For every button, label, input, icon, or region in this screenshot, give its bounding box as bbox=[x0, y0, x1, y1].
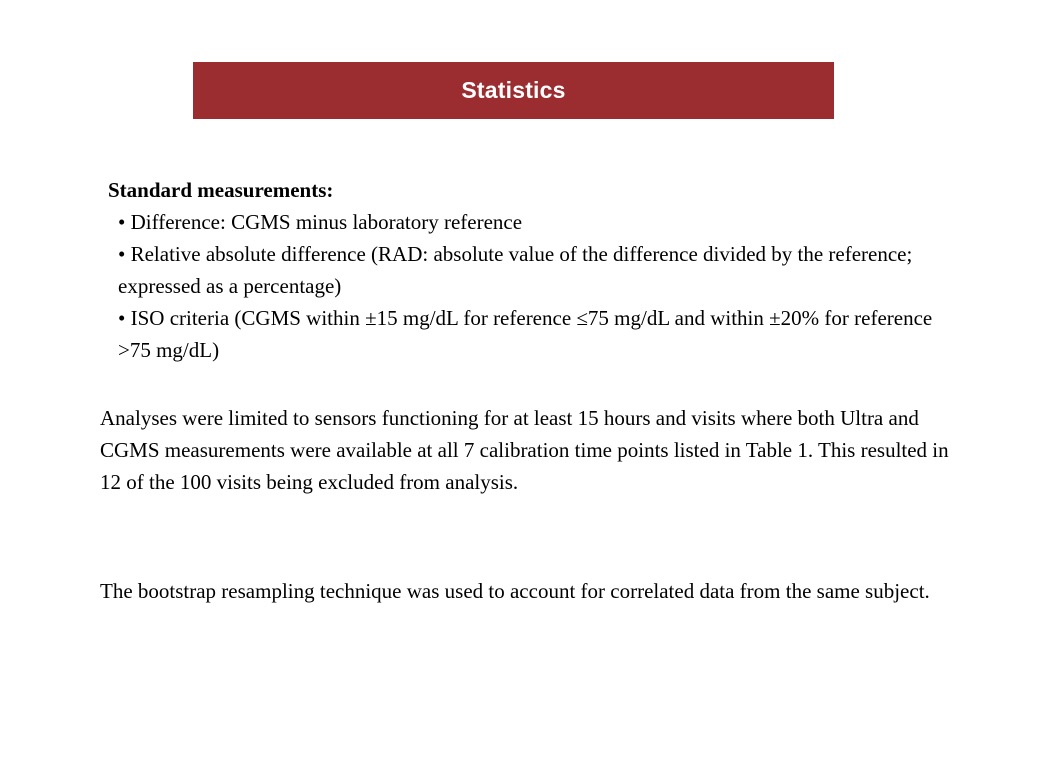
list-item-iso bbox=[108, 302, 968, 366]
bullet-icon: • bbox=[118, 210, 126, 234]
measurements-list bbox=[108, 206, 968, 366]
bullet-icon: • bbox=[118, 306, 126, 330]
list-item-text: Difference: CGMS minus laboratory reference bbox=[130, 210, 523, 234]
bootstrap-paragraph: The bootstrap resampling technique was used to account for correlated data from the same subject. bbox=[100, 579, 930, 603]
bullet-icon: • bbox=[118, 242, 126, 266]
section-heading: Standard measurements: bbox=[108, 178, 334, 202]
title-banner bbox=[193, 62, 834, 119]
list-item-text: Relative absolute difference (RAD: absolute value of the difference divided by the reference; expressed as a percentage) bbox=[118, 242, 913, 298]
list-item-text: ISO criteria (CGMS within ±15 mg/dL for reference ≤75 mg/dL and within ±20% for reference >75 mg/dL) bbox=[118, 306, 933, 362]
analyses-paragraph: Analyses were limited to sensors functioning for at least 15 hours and visits where both Ultra and CGMS measurements were available at all 7 calibration time points listed in Table 1. This resulted in 12 of the 100 visits being excluded from analysis. bbox=[100, 406, 949, 494]
list-item-difference bbox=[108, 206, 968, 238]
list-item-rad bbox=[108, 238, 968, 302]
page-title: Statistics bbox=[461, 77, 566, 103]
standard-measurements-section bbox=[108, 174, 968, 366]
